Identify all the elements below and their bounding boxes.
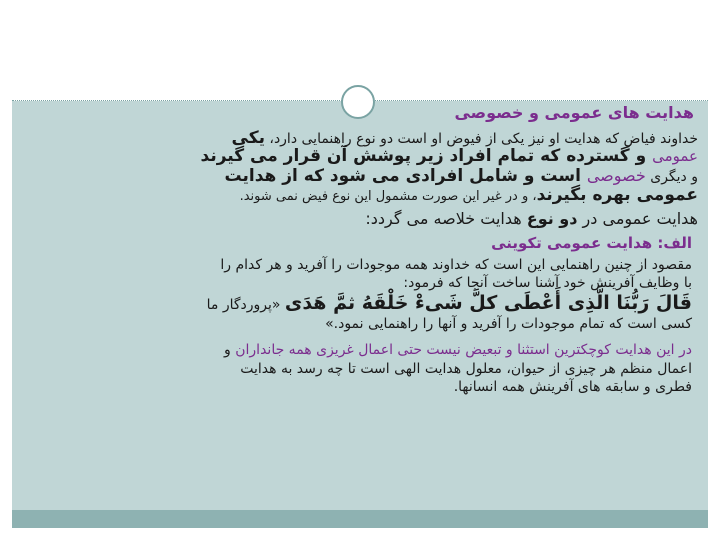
circle-ornament bbox=[341, 85, 375, 119]
paragraph-3-line-3: فطری و سابقه های آفرینش همه انسانها. bbox=[453, 379, 692, 395]
slide-title: هدایت های عمومی و خصوصی bbox=[454, 103, 694, 122]
text: دو نوع bbox=[526, 209, 578, 228]
section-a-title: الف: هدایت عمومی تکوینی bbox=[491, 234, 692, 252]
highlight-word: خصوصی bbox=[586, 166, 646, 185]
highlight-word: عمومی bbox=[652, 147, 698, 165]
quran-line bbox=[207, 292, 692, 314]
paragraph-1-line-3 bbox=[225, 166, 698, 186]
paragraph-1-line-4 bbox=[240, 185, 698, 205]
text: و دیگری bbox=[645, 169, 698, 185]
highlight-text: در این هدایت کوچکترین استثنا و تبعیض نیست حتی اعمال غریزی همه جانداران bbox=[235, 342, 692, 358]
summary-line bbox=[365, 209, 698, 228]
text: هدایت خلاصه می گردد: bbox=[365, 209, 527, 228]
text: و گسترده که تمام افراد زیر پوشش آن قرار می گیرند bbox=[200, 146, 653, 166]
text: یکی bbox=[231, 128, 265, 148]
text: هدایت عمومی در bbox=[577, 209, 698, 228]
paragraph-1-line-1 bbox=[232, 128, 699, 148]
footer-band bbox=[12, 510, 708, 528]
paragraph-2-line-1: مقصود از چنین راهنمایی این است که خداوند همه موجودات را آفرید و هر کدام را bbox=[220, 257, 692, 273]
paragraph-1-line-2 bbox=[201, 146, 698, 166]
quran-translation-line-2: کسی است که تمام موجودات را آفرید و آنها را راهنمایی نمود.» bbox=[325, 316, 692, 332]
text: و bbox=[224, 342, 236, 358]
text: «پروردگار ما bbox=[206, 297, 285, 313]
paragraph-3-line-2: اعمال منظم هر چیزی از حیوان، معلول هدایت الهی است تا چه رسد به هدایت bbox=[240, 361, 692, 377]
text: است و شامل افرادی می شود که از هدایت bbox=[224, 166, 587, 186]
slide-frame bbox=[12, 12, 708, 528]
text: خداوند فیاض که هدایت او نیز یکی از فیوض او است دو نوع راهنمایی دارد، bbox=[264, 131, 698, 147]
quran-verse: قَالَ رَبُّنَا الَّذِی أَعْطَی کلَّ شَیءْ خَلْقَهُ ثمَّ هَدَی bbox=[284, 292, 692, 314]
paragraph-3-line-1 bbox=[224, 342, 692, 358]
slide-content-area bbox=[12, 101, 708, 510]
text: ، و در غیر این صورت مشمول این نوع فیض نمی شوند. bbox=[239, 189, 537, 204]
paragraph-2-line-2: با وظایف آفرینش خود آشنا ساخت آنجا که فرمود: bbox=[403, 275, 692, 291]
text: عمومی بهره بگیرند bbox=[536, 185, 698, 205]
